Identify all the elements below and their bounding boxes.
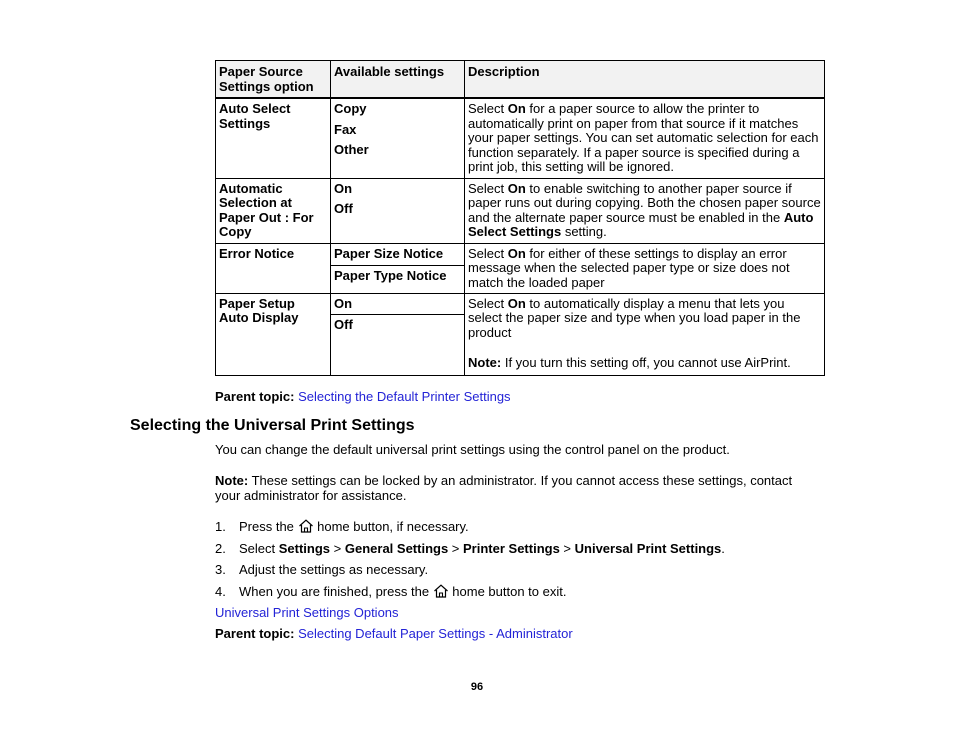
- setting-value: Copy: [334, 101, 367, 116]
- list-item: 2. Select Settings > General Settings > Printer Settings > Universal Print Settings.: [215, 540, 725, 556]
- table-row: [216, 293, 825, 314]
- table-header-cell: Available settings: [331, 61, 465, 99]
- description-cell: Select On to enable switching to another paper source if paper runs out during copying. Both the chosen paper source and the alternate paper source must be enabled in the Auto Select Settings setting.: [465, 178, 825, 243]
- setting-value: On: [334, 180, 353, 196]
- options-link-line: [215, 605, 815, 620]
- note-label: Note:: [215, 473, 249, 488]
- home-icon: [433, 584, 449, 598]
- intro-paragraph: You can change the default universal print settings using the control panel on the product.: [215, 442, 730, 457]
- option-cell: Paper Setup Auto Display: [216, 293, 331, 375]
- setting-value: Off: [331, 314, 465, 375]
- setting-value: Off: [334, 201, 353, 216]
- table-row: [216, 178, 825, 243]
- setting-value: Fax: [334, 121, 357, 137]
- description-cell: Select On to automatically display a menu that lets you select the paper size and type when you load paper in the product Note: If you turn this setting off, you cannot use AirPrint.: [465, 293, 825, 375]
- description-cell: Select On for a paper source to allow the printer to automatically print on paper from that source if it matches your paper settings. You can set automatic selection for each function separately. If a paper source is specified during a print job, this setting will be ignored.: [465, 98, 825, 178]
- parent-topic-link[interactable]: Selecting the Default Printer Settings: [298, 389, 511, 404]
- settings-cell: [331, 98, 465, 178]
- table-row: [216, 243, 825, 265]
- home-icon: [298, 519, 314, 533]
- setting-value: Paper Type Notice: [331, 265, 465, 293]
- note-label: Note:: [468, 355, 502, 370]
- parent-topic: [215, 389, 815, 404]
- parent-topic-link[interactable]: Selecting Default Paper Settings - Administrator: [298, 626, 573, 641]
- table-header-cell: Description: [465, 61, 825, 99]
- list-item: 3. Adjust the settings as necessary.: [215, 562, 429, 577]
- list-item: 4. When you are finished, press the home button to exit.: [215, 583, 567, 599]
- parent-topic-label: Parent topic:: [215, 626, 295, 641]
- setting-value: Other: [334, 142, 369, 157]
- option-cell: Automatic Selection at Paper Out : For Copy: [216, 178, 331, 243]
- parent-topic: [215, 626, 815, 641]
- steps-list: [215, 519, 725, 605]
- paper-source-settings-table: [215, 60, 825, 376]
- table-header-row: [216, 61, 825, 99]
- section-title: Selecting the Universal Print Settings: [130, 417, 415, 434]
- setting-value: Paper Size Notice: [331, 243, 465, 265]
- option-cell: Error Notice: [216, 243, 331, 293]
- setting-value: On: [331, 293, 465, 314]
- table-row: [216, 98, 825, 178]
- option-cell: Auto Select Settings: [216, 98, 331, 178]
- page-number: 96: [470, 681, 484, 693]
- list-item: 1. Press the home button, if necessary.: [215, 519, 469, 534]
- parent-topic-label: Parent topic:: [215, 389, 295, 404]
- note-paragraph: Note: These settings can be locked by an administrator. If you cannot access these settings, contact your administrator for assistance.: [215, 473, 793, 503]
- table-header-cell: Paper Source Settings option: [216, 61, 331, 99]
- settings-cell: [331, 178, 465, 243]
- description-cell: Select On for either of these settings to display an error message when the selected paper type or size does not match the loaded paper: [465, 243, 825, 293]
- universal-print-settings-options-link[interactable]: Universal Print Settings Options: [215, 605, 399, 620]
